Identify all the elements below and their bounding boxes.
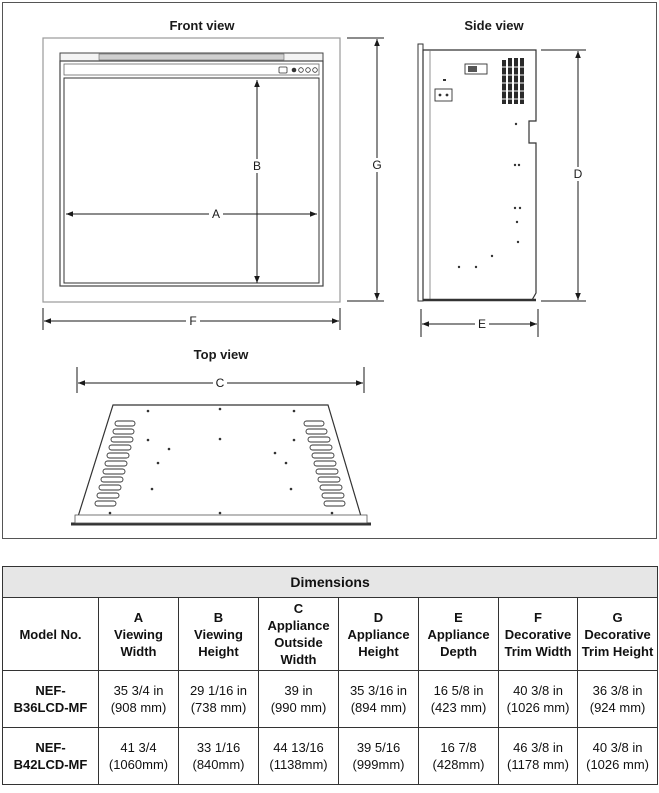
column-header	[179, 598, 259, 671]
front-view-drawing	[43, 38, 340, 302]
column-header-text: Outside	[274, 635, 323, 650]
column-header-text: Model No.	[19, 626, 82, 642]
column-header-text: Height	[358, 643, 399, 659]
dimension-cell	[499, 728, 578, 785]
column-header-text: Viewing	[114, 626, 163, 642]
column-letter: E	[454, 609, 463, 625]
dimension-value: 16 5/8 in	[433, 683, 484, 698]
dim-label-b: B	[252, 159, 262, 173]
dimension-value: 29 1/16 in	[189, 683, 248, 698]
dimension-cell	[339, 671, 419, 728]
dimension-cell	[179, 728, 259, 785]
dimension-value: (1026 mm)	[586, 757, 649, 772]
column-header	[499, 598, 578, 671]
dimensions-table	[2, 566, 658, 785]
column-header-text: Width	[120, 643, 157, 659]
dimension-cell	[99, 728, 179, 785]
dimension-value: (428mm)	[432, 757, 485, 772]
dimension-value: (990 mm)	[270, 700, 327, 715]
dimension-cell	[578, 728, 658, 785]
column-letter: F	[534, 609, 542, 625]
dimension-drawings	[3, 3, 656, 538]
model-number-text: NEF-	[35, 740, 66, 755]
model-number-cell	[3, 728, 99, 785]
dim-label-a: A	[211, 207, 221, 221]
column-header	[259, 598, 339, 671]
dimension-value: 46 3/8 in	[513, 740, 563, 755]
column-letter: A	[133, 609, 144, 625]
dimension-value: 35 3/4 in	[113, 683, 164, 698]
dimension-value: 33 1/16	[196, 740, 241, 755]
column-header-text: Viewing	[194, 626, 243, 642]
model-number-text: B42LCD-MF	[13, 757, 88, 772]
column-letter: C	[293, 601, 304, 616]
dimension-cell	[259, 728, 339, 785]
dimension-value: (1178 mm)	[507, 757, 569, 772]
dimension-value: (1138mm)	[269, 757, 328, 772]
dimension-cell	[499, 671, 578, 728]
model-number-text: B36LCD-MF	[13, 700, 88, 715]
top-view-drawing	[71, 405, 371, 524]
column-letter: B	[213, 609, 224, 625]
table-row	[3, 728, 658, 785]
dimension-value: (1060mm)	[108, 757, 169, 772]
column-header-text: Height	[198, 643, 239, 659]
dimension-value: 39 5/16	[356, 740, 401, 755]
dimension-value: 39 in	[284, 683, 313, 698]
column-header-text: Appliance	[427, 626, 490, 642]
column-header-text: Trim Width	[504, 643, 572, 659]
dim-label-g: G	[372, 158, 382, 172]
model-number-cell	[3, 671, 99, 728]
column-header-text: Appliance	[347, 626, 410, 642]
dimension-value: (999mm)	[352, 757, 405, 772]
column-letter: D	[373, 609, 384, 625]
dim-label-e: E	[477, 317, 487, 331]
dimension-value: (908 mm)	[110, 700, 167, 715]
column-letter: G	[612, 609, 623, 625]
dimension-value: (423 mm)	[430, 700, 487, 715]
table-body	[3, 671, 658, 785]
dimension-cell	[259, 671, 339, 728]
dimension-value: 41 3/4	[120, 740, 157, 755]
table-row	[3, 671, 658, 728]
dim-label-f: F	[189, 314, 197, 328]
dim-label-d: D	[573, 167, 583, 181]
dimension-value: (840mm)	[192, 757, 245, 772]
dim-label-c: C	[215, 376, 225, 390]
column-header	[339, 598, 419, 671]
column-header-text: Depth	[440, 643, 477, 659]
column-header-text: Appliance	[267, 618, 330, 633]
table-caption: Dimensions	[3, 567, 658, 598]
dimension-value: 44 13/16	[273, 740, 324, 755]
dimension-cell	[419, 671, 499, 728]
dimension-value: (738 mm)	[190, 700, 247, 715]
top-view-title: Top view	[193, 347, 249, 362]
column-header-text: Trim Height	[581, 643, 654, 659]
dimension-value: (894 mm)	[350, 700, 407, 715]
dimension-cell	[179, 671, 259, 728]
dimension-cell	[99, 671, 179, 728]
dimension-value: 35 3/16 in	[349, 683, 408, 698]
column-header	[99, 598, 179, 671]
column-header	[578, 598, 658, 671]
front-view-title: Front view	[169, 18, 235, 33]
dimension-value: 16 7/8	[440, 740, 477, 755]
diagram-panel	[2, 2, 657, 539]
side-view-drawing	[418, 44, 536, 301]
dimension-value: (924 mm)	[589, 700, 646, 715]
dimension-value: (1026 mm)	[506, 700, 570, 715]
dimension-value: 40 3/8 in	[592, 740, 643, 755]
column-header-text: Width	[280, 652, 317, 667]
dimension-cell	[339, 728, 419, 785]
model-number-text: NEF-	[35, 683, 66, 698]
column-header	[3, 598, 99, 671]
dimension-value: 40 3/8 in	[513, 683, 563, 698]
dimension-cell	[578, 671, 658, 728]
column-header-text: Decorative	[584, 626, 651, 642]
dimension-value: 36 3/8 in	[592, 683, 643, 698]
side-view-title: Side view	[464, 18, 524, 33]
table-header-row	[3, 598, 658, 671]
dimension-cell	[419, 728, 499, 785]
column-header	[419, 598, 499, 671]
column-header-text: Decorative	[504, 626, 572, 642]
